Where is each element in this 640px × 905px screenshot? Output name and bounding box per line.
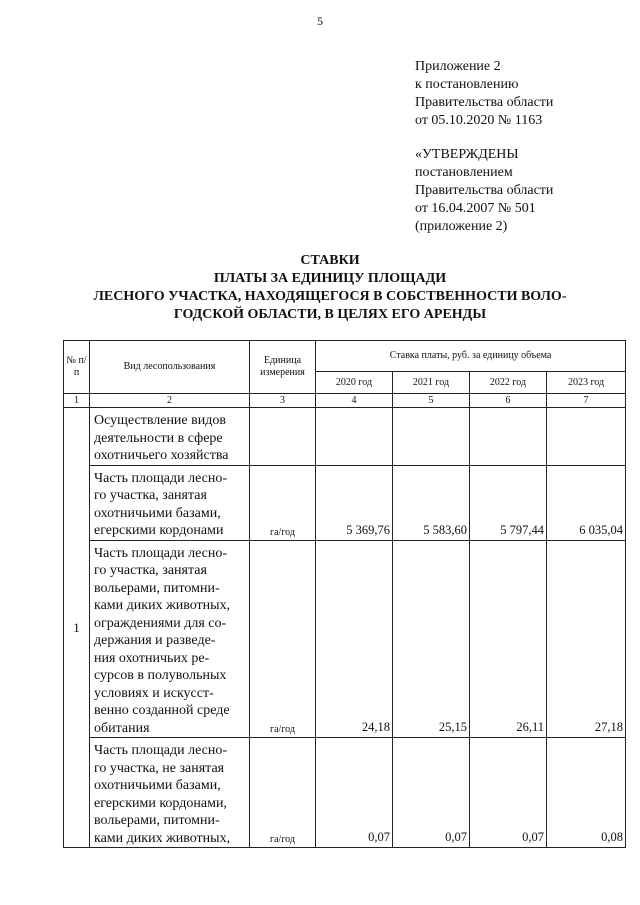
description-line: держания и разведе- bbox=[94, 633, 216, 648]
column-number: 2 bbox=[90, 394, 250, 408]
rates-table bbox=[63, 340, 626, 848]
rate-2023: 27,18 bbox=[547, 540, 626, 738]
description-line: охотничьими базами, bbox=[94, 778, 221, 793]
description-line: Часть площади лесно- bbox=[94, 545, 228, 561]
header-type: Вид лесопользования bbox=[90, 341, 250, 394]
unit-cell: га/год bbox=[250, 540, 316, 738]
title-line: ГОДСКОЙ ОБЛАСТИ, В ЦЕЛЯХ ЕГО АРЕНДЫ bbox=[173, 307, 487, 322]
description-line: условиях и искусст- bbox=[94, 685, 214, 701]
header-year: 2020 год bbox=[316, 372, 393, 394]
description-line: егерскими кордонами, bbox=[94, 795, 227, 811]
table-row bbox=[64, 408, 626, 466]
title-line: ПЛАТЫ ЗА ЕДИНИЦУ ПЛОЩАДИ bbox=[213, 271, 447, 286]
rate-2022: 5 797,44 bbox=[470, 465, 547, 540]
rate-2022 bbox=[470, 408, 547, 466]
rate-2022: 26,11 bbox=[470, 540, 547, 738]
rate-2021 bbox=[393, 408, 470, 466]
rate-2020: 5 369,76 bbox=[316, 465, 393, 540]
description-line: ния охотничьих ре- bbox=[94, 650, 210, 666]
table-row bbox=[64, 540, 626, 738]
unit-cell bbox=[250, 408, 316, 466]
document-title bbox=[50, 252, 610, 324]
description-line: ограждениями для со- bbox=[94, 615, 227, 631]
rate-2023: 6 035,04 bbox=[547, 465, 626, 540]
appendix-line: от 05.10.2020 № 1163 bbox=[415, 113, 543, 128]
description-line: венно созданной среде bbox=[94, 703, 230, 718]
rate-2021: 0,07 bbox=[393, 738, 470, 848]
approval-line: постановлением bbox=[415, 165, 513, 180]
column-number: 5 bbox=[393, 394, 470, 408]
rate-2021: 25,15 bbox=[393, 540, 470, 738]
unit-cell: га/год bbox=[250, 465, 316, 540]
activity-description bbox=[90, 408, 250, 466]
page-number: 5 bbox=[317, 14, 323, 28]
description-line: охотничьего хозяйства bbox=[94, 448, 229, 463]
title-line: СТАВКИ bbox=[300, 253, 360, 268]
rate-2021: 5 583,60 bbox=[393, 465, 470, 540]
description-line: Часть площади лесно- bbox=[94, 743, 228, 758]
group-number: 1 bbox=[64, 408, 90, 848]
description-line: Осуществление видов bbox=[94, 413, 226, 428]
column-number: 4 bbox=[316, 394, 393, 408]
description-line: вольерами, питомни- bbox=[94, 813, 220, 828]
activity-description bbox=[90, 540, 250, 738]
description-line: го участка, занятая bbox=[94, 563, 207, 578]
description-line: го участка, занятая bbox=[94, 488, 207, 503]
title-line: ЛЕСНОГО УЧАСТКА, НАХОДЯЩЕГОСЯ В СОБСТВЕННОСТИ ВОЛО- bbox=[93, 289, 567, 304]
approval-block bbox=[415, 146, 553, 236]
description-line: Часть площади лесно- bbox=[94, 470, 228, 486]
column-number: 7 bbox=[547, 394, 626, 408]
activity-description bbox=[90, 738, 250, 848]
unit-cell: га/год bbox=[250, 738, 316, 848]
description-line: егерскими кордонами bbox=[94, 523, 224, 538]
column-number-row bbox=[64, 394, 626, 408]
description-line: ками диких животных, bbox=[94, 598, 231, 613]
table-row bbox=[64, 738, 626, 848]
description-line: охотничьими базами, bbox=[94, 505, 221, 521]
description-line: го участка, не занятая bbox=[94, 760, 225, 776]
header-rate: Ставка платы, руб. за единицу объема bbox=[316, 341, 626, 372]
appendix-line: Приложение 2 bbox=[415, 59, 501, 74]
approval-line: Правительства области bbox=[415, 183, 554, 198]
column-number: 3 bbox=[250, 394, 316, 408]
description-line: сурсов в полувольных bbox=[94, 668, 227, 683]
header-num: № п/п bbox=[64, 341, 90, 394]
rate-2023: 0,08 bbox=[547, 738, 626, 848]
rate-2020: 24,18 bbox=[316, 540, 393, 738]
description-line: вольерами, питомни- bbox=[94, 580, 220, 596]
table-row bbox=[64, 465, 626, 540]
activity-description bbox=[90, 465, 250, 540]
description-line: ками диких животных, bbox=[94, 830, 231, 846]
appendix-line: к постановлению bbox=[415, 77, 519, 92]
approval-line: от 16.04.2007 № 501 bbox=[415, 201, 536, 216]
header-unit: Единица измерения bbox=[250, 341, 316, 394]
rate-2023 bbox=[547, 408, 626, 466]
column-number: 1 bbox=[64, 394, 90, 408]
appendix-line: Правительства области bbox=[415, 95, 554, 110]
approval-line: (приложение 2) bbox=[415, 219, 508, 234]
description-line: деятельности в сфере bbox=[94, 430, 223, 446]
header-year: 2023 год bbox=[547, 372, 626, 394]
rate-2020: 0,07 bbox=[316, 738, 393, 848]
approval-line: «УТВЕРЖДЕНЫ bbox=[415, 147, 519, 162]
description-line: обитания bbox=[94, 720, 150, 736]
rate-2020 bbox=[316, 408, 393, 466]
header-year: 2022 год bbox=[470, 372, 547, 394]
appendix-block bbox=[415, 58, 553, 130]
rate-2022: 0,07 bbox=[470, 738, 547, 848]
column-number: 6 bbox=[470, 394, 547, 408]
header-year: 2021 год bbox=[393, 372, 470, 394]
